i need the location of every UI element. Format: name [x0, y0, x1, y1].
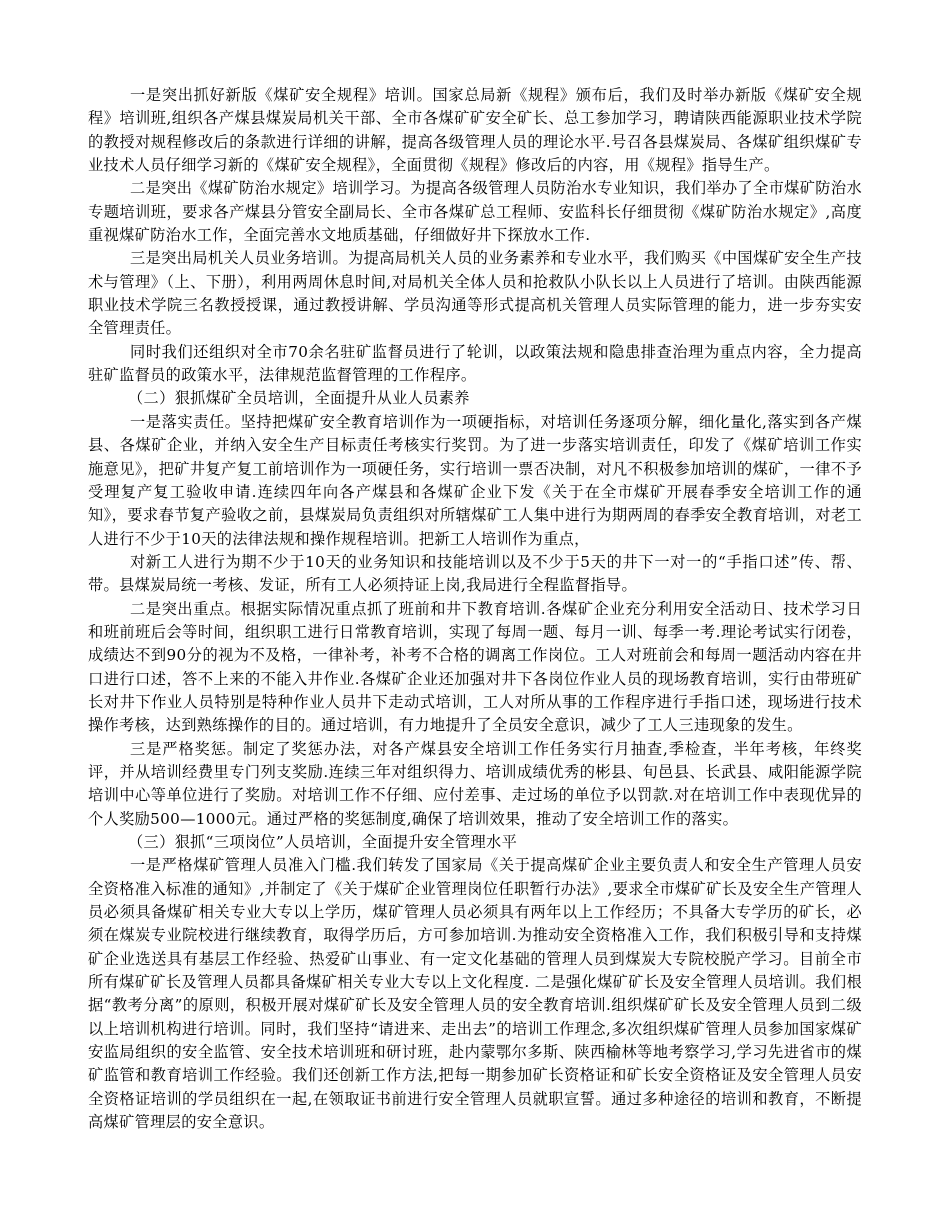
section-heading-3: （三）狠抓“三项岗位”人员培训，全面提升安全管理水平 [128, 833, 518, 851]
section-heading-2: （二）狠抓煤矿全员培训，全面提升从业人员素养 [128, 389, 470, 408]
paragraph-water-prevention-training: 二是突出《煤矿防治水规定》培训学习。为提高各级管理人员防治水专业知识，我们举办了全市煤矿防治水专题培训班，要求各产煤县分管安全副局长、全市各煤矿总工程师、安监科长仔细贯彻《煤矿防治水规定》,高度重视煤矿防治水工作，全面完善水文地质基础，仔细做好井下探放水工作. [88, 179, 862, 245]
paragraph-key-points: 二是突出重点。根据实际情况重点抓了班前和井下教育培训.各煤矿企业充分利用安全活动日、技术学习日和班前班后会等时间，组织职工进行日常教育培训，实现了每周一题、每月一训、每季一考.理论考试实行闭卷，成绩达不到90分的视为不及格，一律补考，补考不合格的调离工作岗位。工人对班前会和每周一题活动内容在井口进行口述，答不上来的不能入井作业.各煤矿企业还加强对井下各岗位作业人员的现场教育培训，实行由带班矿长对井下作业人员特别是特种作业人员井下走动式培训，工人对所从事的工作程序进行手指口述，现场进行技术操作考核，达到熟练操作的目的。通过培训，有力地提升了全员安全意识，减少了工人三违现象的发生。 [88, 599, 862, 735]
document-body [88, 84, 862, 1134]
paragraph-responsibility: 一是落实责任。坚持把煤矿安全教育培训作为一项硬指标，对培训任务逐项分解，细化量化,落实到各产煤县、各煤矿企业，并纳入安全生产目标责任考核实行奖罚。为了进一步落实培训责任，印发了《煤矿培训工作实施意见》，把矿井复产复工前培训作为一项硬任务，实行培训一票否决制，对凡不积极参加培训的煤矿，一律不予受理复产复工验收申请.连续四年向各产煤县和各煤矿企业下发《关于在全市煤矿开展春季安全培训工作的通知》，要求春节复产验收之前，县煤炭局负责组织对所辖煤矿工人集中进行为期两周的春季安全教育培训，对老工人进行不少于10天的法律法规和操作规程培训。把新工人培训作为重点， [88, 412, 862, 548]
paragraph-supervisor-rotation-training: 同时我们还组织对全市70余名驻矿监督员进行了轮训，以政策法规和隐患排查治理为重点内容，全力提高驻矿监督员的政策水平，法律规范监督管理的工作程序。 [88, 342, 862, 385]
paragraph-new-worker-training: 对新工人进行为期不少于10天的业务知识和技能培训以及不少于5天的井下一对一的“手指口述”传、帮、带。县煤炭局统一考核、发证，所有工人必须持证上岗,我局进行全程监督指导。 [88, 552, 862, 595]
paragraph-bureau-staff-training: 三是突出局机关人员业务培训。为提高局机关人员的业务素养和专业水平，我们购买《中国煤矿安全生产技术与管理》（上、下册），利用两周休息时间,对局机关全体人员和抢救队小队长以上人员进行了培训。由陕西能源职业技术学院三名教授授课，通过教授讲解、学员沟通等形式提高机关管理人员实际管理的能力，进一步夯实安全管理责任。 [88, 249, 862, 338]
paragraph-rewards-penalties: 三是严格奖惩。制定了奖惩办法，对各产煤县安全培训工作任务实行月抽查,季检查，半年考核，年终奖评，并从培训经费里专门列支奖励.连续三年对组织得力、培训成绩优秀的彬县、旬邑县、长武县、咸阳能源学院培训中心等单位进行了奖励。对培训工作不仔细、应付差事、走过场的单位予以罚款.对在培训工作中表现优异的个人奖励500—1000元。通过严格的奖惩制度,确保了培训效果，推动了安全培训工作的落实。 [88, 739, 862, 828]
paragraph-regulations-training: 一是突出抓好新版《煤矿安全规程》培训。国家总局新《规程》颁布后，我们及时举办新版《煤矿安全规程》培训班,组织各产煤县煤炭局机关干部、全市各煤矿矿安全矿长、总工参加学习，聘请陕西能源职业技术学院的教授对规程修改后的条款进行详细的讲解，提高各级管理人员的理论水平.号召各县煤炭局、各煤矿组织煤矿专业技术人员仔细学习新的《煤矿安全规程》，全面贯彻《规程》修改后的内容，用《规程》指导生产。 [88, 86, 862, 175]
paragraph-management-access: 一是严格煤矿管理人员准入门槛.我们转发了国家局《关于提高煤矿企业主要负责人和安全生产管理人员安全资格准入标准的通知》,并制定了《关于煤矿企业管理岗位任职暂行办法》,要求全市煤矿矿长及安全生产管理人员必须具备煤矿相关专业大专以上学历，煤矿管理人员必须具有两年以上工作经历；不具备大专学历的矿长，必须在煤炭专业院校进行继续教育，取得学历后，方可参加培训.为推动安全资格准入工作，我们积极引导和支持煤矿企业选送具有基层工作经验、热爱矿山事业、有一定文化基础的管理人员到煤炭大专院校脱产学习。目前全市所有煤矿矿长及管理人员都具备煤矿相关专业大专以上文化程度. 二是强化煤矿矿长及安全管理人员培训。我们根据“教考分离”的原则，积极开展对煤矿矿长及安全管理人员的安全教育培训.组织煤矿矿长及安全管理人员到二级以上培训机构进行培训。同时，我们坚持“请进来、走出去”的培训工作理念,多次组织煤矿管理人员参加国家煤矿安监局组织的安全监管、安全技术培训班和研讨班，赴内蒙鄂尔多斯、陕西榆林等地考察学习,学习先进省市的煤矿监管和教育培训工作经验。我们还创新工作方法,把每一期参加矿长资格证和矿长安全资格证及安全管理人员安全资格证培训的学员组织在一起,在领取证书前进行安全管理人员就职宣誓。通过多种途径的培训和教育，不断提高煤矿管理层的安全意识。 [88, 856, 862, 1132]
